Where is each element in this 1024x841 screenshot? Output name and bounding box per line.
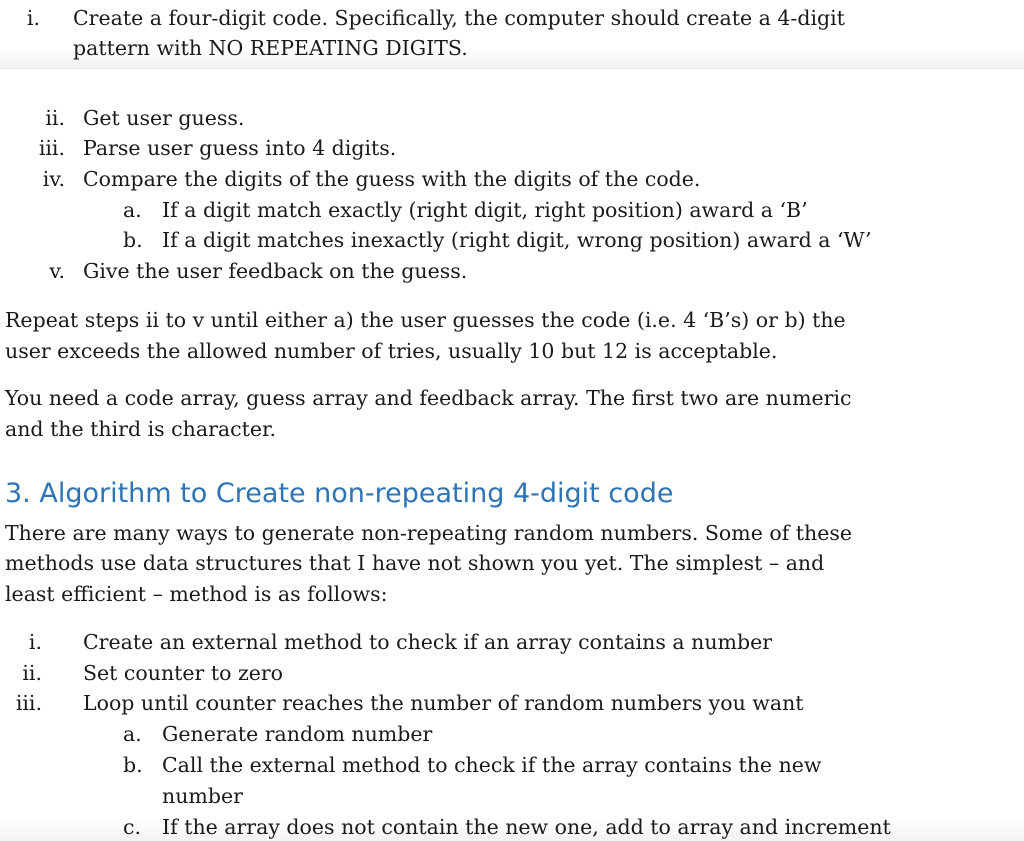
list-item-text: Get user guess. — [83, 106, 245, 130]
sub-list-marker: a. — [123, 198, 142, 222]
list-item-text: Set counter to zero — [83, 661, 284, 685]
sub-list-marker: a. — [123, 722, 142, 746]
list-marker: i. — [28, 630, 42, 654]
sub-list-item-text: If a digit match exactly (right digit, right position) award a ‘B’ — [162, 198, 808, 222]
list-item-text: Give the user feedback on the guess. — [83, 259, 468, 283]
list-marker: ii. — [22, 661, 42, 685]
list-marker: iii. — [15, 691, 42, 715]
list-marker: v. — [49, 259, 65, 283]
list-marker: iv. — [42, 167, 65, 191]
sub-list-item-text: If a digit matches inexactly (right digit, wrong position) award a ‘W’ — [162, 228, 872, 252]
list-item-text: pattern with NO REPEATING DIGITS. — [73, 36, 468, 60]
list-item-text: Create an external method to check if an array contains a number — [83, 630, 773, 654]
sub-list-marker: b. — [123, 753, 143, 777]
list-marker: i. — [26, 6, 40, 30]
list-item-text: Parse user guess into 4 digits. — [83, 136, 397, 160]
paragraph-line: and the third is character. — [5, 417, 277, 441]
sub-list-item-text: Call the external method to check if the array contains the new — [162, 753, 822, 777]
sub-list-item-text: number — [162, 784, 243, 808]
list-marker: ii. — [45, 106, 65, 130]
sub-list-marker: c. — [123, 815, 141, 839]
sub-list-marker: b. — [123, 228, 143, 252]
list-item-text: Loop until counter reaches the number of random numbers you want — [83, 691, 804, 715]
section-heading: 3. Algorithm to Create non-repeating 4-digit code — [5, 478, 674, 509]
paragraph-line: least efficient – method is as follows: — [5, 582, 388, 606]
paragraph-line: There are many ways to generate non-repeating random numbers. Some of these — [5, 521, 853, 545]
list-item-text: Create a four-digit code. Specifically, the computer should create a 4-digit — [73, 6, 845, 30]
paragraph-line: methods use data structures that I have not shown you yet. The simplest – and — [5, 551, 825, 575]
sub-list-item-text: Generate random number — [162, 722, 433, 746]
list-marker: iii. — [38, 136, 65, 160]
list-item-text: Compare the digits of the guess with the digits of the code. — [83, 167, 701, 191]
paragraph-line: Repeat steps ii to v until either a) the user guesses the code (i.e. 4 ‘B’s) or b) the — [5, 308, 846, 332]
paragraph-line: You need a code array, guess array and feedback array. The first two are numeric — [5, 386, 852, 410]
paragraph-line: user exceeds the allowed number of tries, usually 10 but 12 is acceptable. — [5, 339, 778, 363]
sub-list-item-text: If the array does not contain the new one, add to array and increment — [162, 815, 891, 839]
